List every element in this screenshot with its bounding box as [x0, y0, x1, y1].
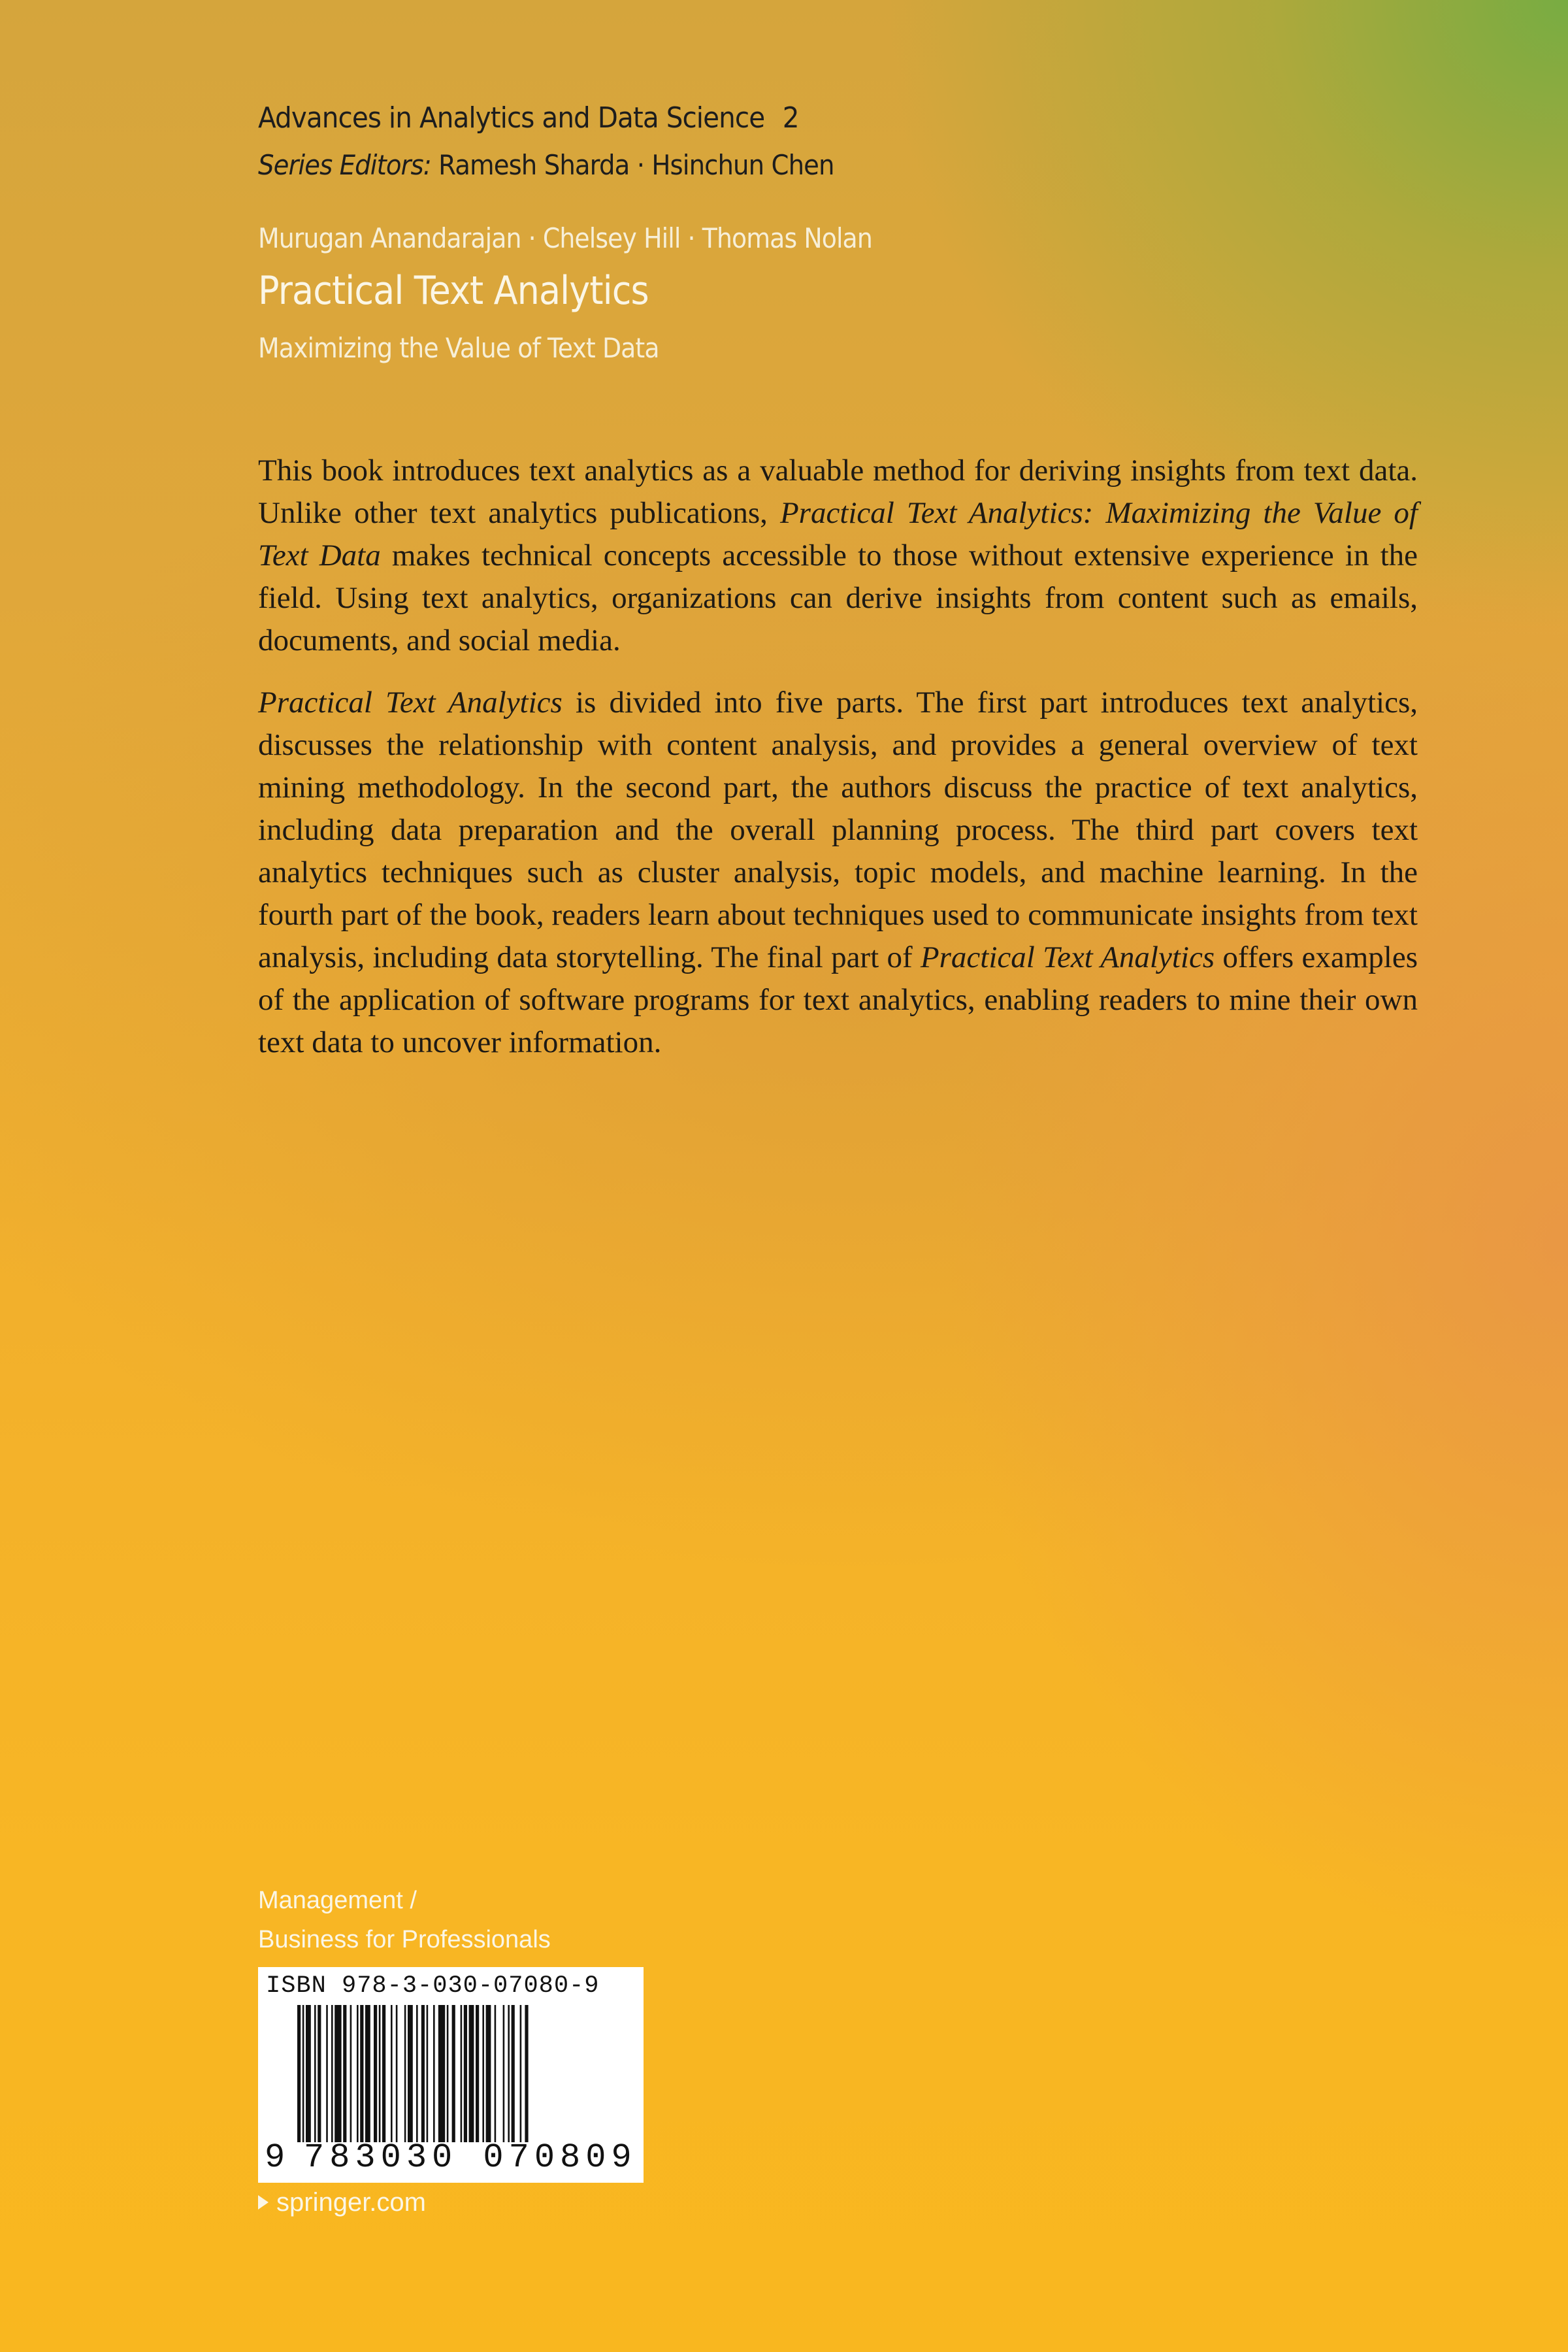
arrow-icon	[258, 2195, 269, 2210]
ean-digits: 783030 070809	[304, 2138, 637, 2177]
publisher-url: springer.com	[276, 2188, 426, 2217]
category-line-2: Business for Professionals	[258, 1926, 551, 1953]
series-title	[258, 101, 799, 135]
ean-first-digit: 9	[265, 2138, 286, 2177]
category-line-1: Management /	[258, 1887, 417, 1914]
series-editors-names: Ramesh Sharda · Hsinchun Chen	[438, 149, 834, 181]
description-paragraph-1: This book introduces text analytics as a valuable method for deriving insights from text data. Unlike other text analytics publications, Practical Text Analytics: Maximizing the Value of Text Data makes technical concepts accessible to those without extensive experience in the field. Using text analytics, organizations can derive insights from content such as emails, documents, and social media.	[258, 454, 1418, 657]
subject-category	[258, 1881, 551, 1959]
book-authors: Murugan Anandarajan · Chelsey Hill · Thomas Nolan	[258, 222, 872, 254]
series-editors	[258, 149, 834, 181]
book-description	[258, 450, 1418, 1084]
barcode-bars	[297, 2005, 630, 2142]
series-name: Advances in Analytics and Data Science	[258, 101, 765, 135]
isbn-barcode	[258, 1967, 644, 2183]
series-volume: 2	[782, 101, 799, 135]
series-editors-label: Series Editors:	[258, 149, 431, 181]
isbn-number: ISBN 978-3-030-07080-9	[266, 1972, 600, 2000]
book-subtitle: Maximizing the Value of Text Data	[258, 332, 659, 364]
publisher-link[interactable]	[258, 2188, 426, 2217]
description-paragraph-2: Practical Text Analytics is divided into five parts. The first part introduces text analytics, discusses the relationship with content analysis, and provides a general overview of text mining methodology. In the second part, the authors discuss the practice of text analytics, including data preparation and the overall planning process. The third part covers text analytics techniques such as cluster analysis, topic models, and machine learning. In the fourth part of the book, readers learn about techniques used to communicate insights from text analysis, including data storytelling. The final part of Practical Text Analytics offers examples of the application of software programs for text analytics, enabling readers to mine their own text data to uncover information.	[258, 686, 1418, 1059]
book-title: Practical Text Analytics	[258, 268, 649, 314]
